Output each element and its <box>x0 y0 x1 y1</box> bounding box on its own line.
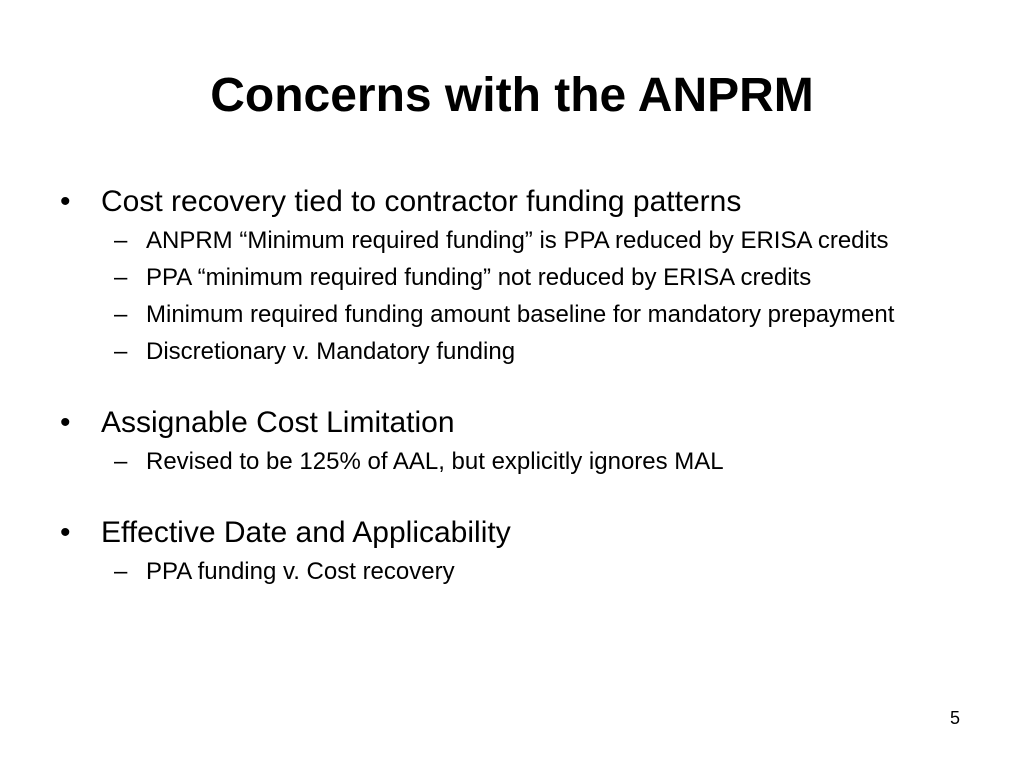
bullet-marker: • <box>60 406 71 439</box>
bullet-group <box>60 511 960 587</box>
sub-bullet-item <box>60 226 956 256</box>
dash-marker: – <box>114 264 128 291</box>
sub-bullet-list <box>60 447 960 477</box>
sub-bullet-text: PPA “minimum required funding” not reduced by ERISA credits <box>146 264 812 291</box>
bullet-text: Effective Date and Applicability <box>101 516 511 549</box>
sub-bullet-item <box>60 557 956 587</box>
bullet-list <box>60 180 960 594</box>
sub-bullet-text: ANPRM “Minimum required funding” is PPA reduced by ERISA credits <box>146 227 889 254</box>
sub-bullet-text: PPA funding v. Cost recovery <box>146 558 455 585</box>
dash-marker: – <box>114 227 128 254</box>
sub-bullet-text: Discretionary v. Mandatory funding <box>146 338 516 365</box>
sub-bullet-text: Revised to be 125% of AAL, but explicitly ignores MAL <box>146 448 724 475</box>
bullet-group <box>60 180 960 367</box>
bullet-marker: • <box>60 516 71 549</box>
dash-marker: – <box>114 338 128 365</box>
dash-marker: – <box>114 301 128 328</box>
bullet-text: Assignable Cost Limitation <box>101 406 455 439</box>
page-number: 5 <box>949 708 960 728</box>
bullet-item <box>60 180 960 224</box>
bullet-item <box>60 511 960 555</box>
sub-bullet-list <box>60 226 960 367</box>
sub-bullet-item <box>60 337 956 367</box>
bullet-marker: • <box>60 185 71 218</box>
bullet-item <box>60 401 960 445</box>
sub-bullet-item <box>60 447 956 477</box>
sub-bullet-list <box>60 557 960 587</box>
sub-bullet-item <box>60 300 956 330</box>
bullet-text: Cost recovery tied to contractor funding patterns <box>101 185 742 218</box>
slide-title: Concerns with the ANPRM <box>210 69 814 122</box>
bullet-group <box>60 401 960 477</box>
sub-bullet-text: Minimum required funding amount baseline for mandatory prepayment <box>146 301 895 328</box>
sub-bullet-item <box>60 263 956 293</box>
dash-marker: – <box>114 448 128 475</box>
dash-marker: – <box>114 558 128 585</box>
